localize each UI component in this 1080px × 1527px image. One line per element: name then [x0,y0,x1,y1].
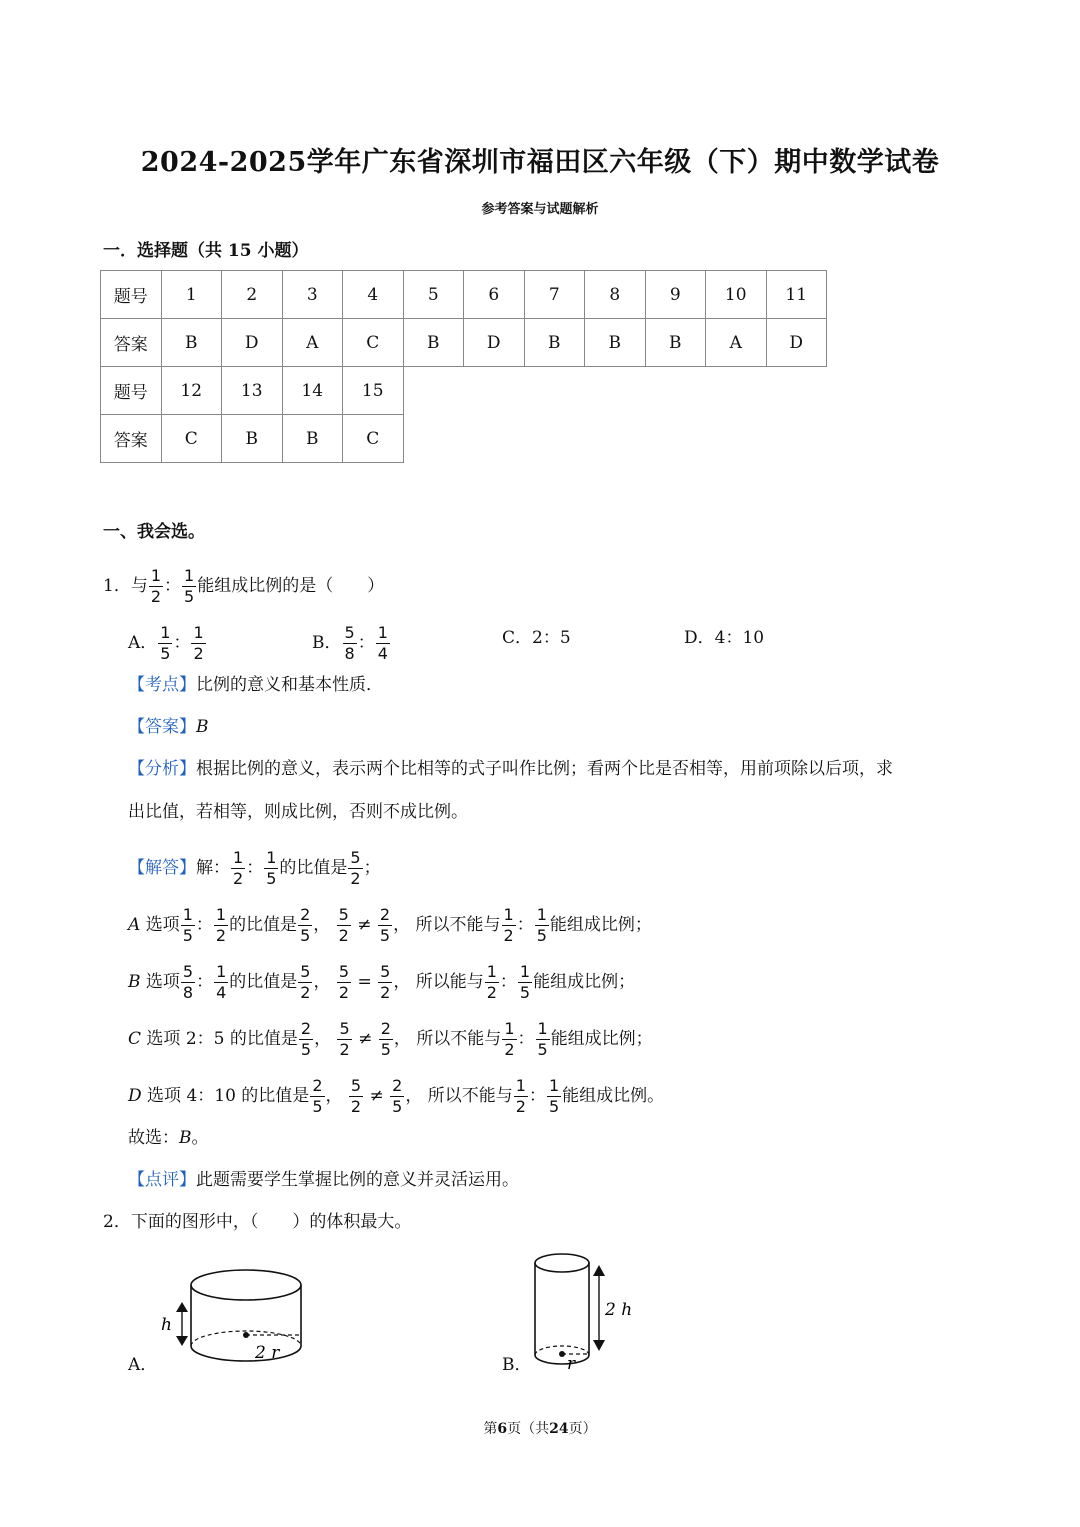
table-cell: 15 [343,367,404,415]
table-cell: 题号 [101,271,162,319]
page-title: 2024-2025学年广东省深圳市福田区六年级（下）期中数学试卷 [140,147,940,178]
table-cell: 5 [403,271,464,319]
kaodian: 【考点】比例的意义和基本性质． [128,675,383,695]
table-cell: C [161,415,222,463]
table-cell: B [282,415,343,463]
table-row [101,415,827,463]
table-cell: B [222,415,283,463]
question-2-stem: 2．下面的图形中，（ ）的体积最大。 [103,1212,412,1232]
option-c: C．2：5 [502,628,571,648]
table-cell: 11 [766,271,827,319]
option-b: B． $\frac{5}{8}$ ： $\frac{1}{4}$ [312,623,388,663]
table-cell: C [343,319,404,367]
table-cell: 9 [645,271,706,319]
fraction: $\frac{1}{2}$ [150,566,162,606]
analysis-cont: 出比值，若相等，则成比例，否则不成比例。 [128,802,468,822]
table-cell: 7 [524,271,585,319]
solution-line-1: 【解答】解： $\frac{1}{2}$ ： $\frac{1}{5}$ 的比值是 $\frac{5}{2}$ ； [128,848,381,888]
final-choice: 故选：B。 [128,1128,209,1148]
cylinder-b-figure [525,1245,645,1375]
table-cell: A [706,319,767,367]
table-cell: 14 [282,367,343,415]
table-cell: 答案 [101,319,162,367]
table-cell: 13 [222,367,283,415]
solution-line-b: B 选项 $\frac{5}{8}$ ： $\frac{1}{4}$ 的比值是 $\frac{5}{2}$ ， $\frac{5}{2}$ = $\frac{5}{2}$ ， 所以能与 $\frac{1}{2}$ ： $\frac{1}{5}$ 能组成比例； [128,962,636,1002]
solution-line-d: D 选项 4：10 的比值是 $\frac{2}{5}$ ， $\frac{5}{2}$ ≠ $\frac{2}{5}$ ， 所以不能与 $\frac{1}{2}$ ： $\frac{1}{5}$ 能组成比例。 [128,1076,665,1116]
table-cell: 1 [161,271,222,319]
answer-table [100,270,827,463]
page-subtitle: 参考答案与试题解析 [481,202,599,217]
table-row [101,367,827,415]
solution-line-c: C 选项 2：5 的比值是 $\frac{2}{5}$ ， $\frac{5}{2}$ ≠ $\frac{2}{5}$ ， 所以不能与 $\frac{1}{2}$ ： $\frac{1}{5}$ 能组成比例； [128,1019,653,1059]
table-cell: 题号 [101,367,162,415]
analysis: 【分析】根据比例的意义，表示两个比相等的式子叫作比例；看两个比是否相等，用前项除以后项，求 [128,759,893,779]
answer: 【答案】B [128,717,209,737]
radius-r-label: r [567,1354,576,1374]
table-cell: 2 [222,271,283,319]
cylinder-a-figure [155,1262,315,1377]
q2-option-b-label: B． [502,1355,532,1375]
table-cell: 答案 [101,415,162,463]
fraction: $\frac{1}{5}$ [184,566,195,606]
table-cell: 12 [161,367,222,415]
table-cell: D [464,319,525,367]
q2-option-a-label: A． [128,1355,158,1375]
solution-line-a: A 选项 $\frac{1}{5}$ ： $\frac{1}{2}$ 的比值是 $\frac{2}{5}$ ， $\frac{5}{2}$ ≠ $\frac{2}{5}$ ， 所以不能与 $\frac{1}{2}$ ： $\frac{1}{5}$ 能组成比例； [128,905,652,945]
radius-2r-label: 2 r [255,1343,280,1363]
table-cell: 6 [464,271,525,319]
question-1-stem: 1．与 $\frac{1}{2}$ ： $\frac{1}{5}$ 能组成比例的是（ ） [103,566,385,606]
option-d: D．4：10 [684,628,765,648]
table-cell: B [585,319,646,367]
table-cell: B [161,319,222,367]
2h-label: 2 h [605,1300,633,1320]
comment: 【点评】此题需要学生掌握比例的意义并灵活运用。 [128,1170,519,1190]
table-cell: B [403,319,464,367]
option-a: A． $\frac{1}{5}$ ： $\frac{1}{2}$ [128,623,204,663]
h-label: h [161,1315,172,1335]
table-cell: D [766,319,827,367]
table-cell: 3 [282,271,343,319]
table-cell: D [222,319,283,367]
page-footer: 第6页（共24页） [483,1421,597,1437]
section-heading-select: 一、我会选。 [103,522,205,542]
table-row [101,319,827,367]
table-cell: 10 [706,271,767,319]
table-cell: B [645,319,706,367]
table-cell: B [524,319,585,367]
table-cell: A [282,319,343,367]
table-cell: 8 [585,271,646,319]
table-row [101,271,827,319]
table-cell: C [343,415,404,463]
section-heading-choice: 一．选择题（共 15 小题） [103,241,309,261]
table-cell: 4 [343,271,404,319]
